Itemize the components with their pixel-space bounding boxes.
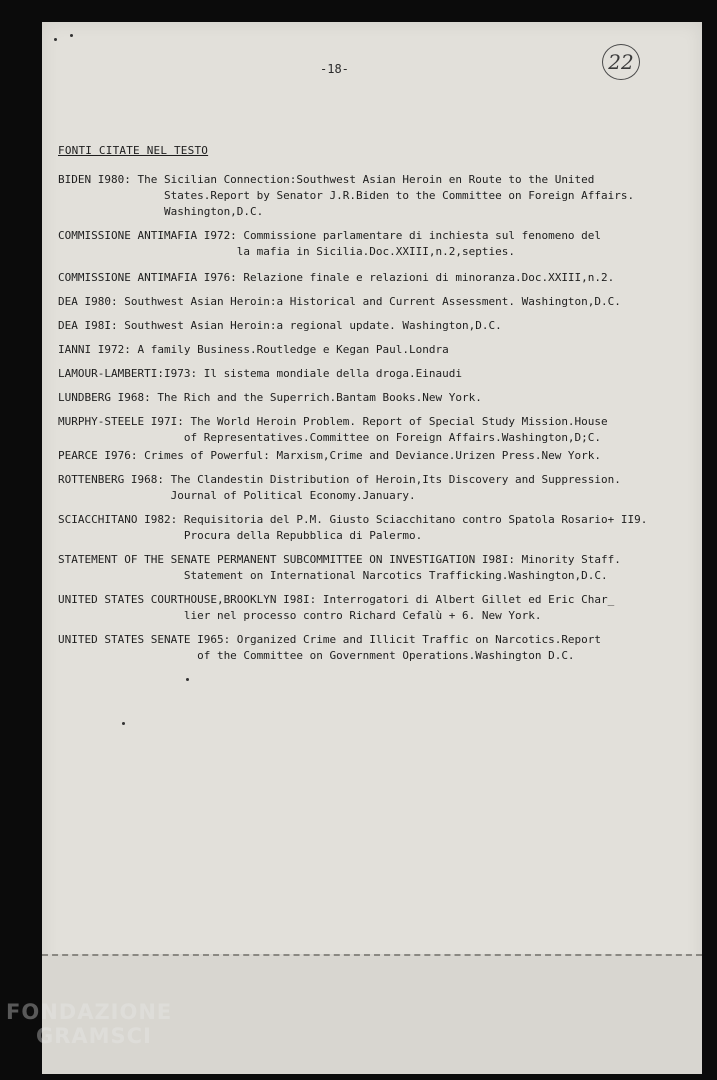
watermark-line-1: FONDAZIONE	[6, 1000, 173, 1024]
reference-biden-1980: BIDEN I980: The Sicilian Connection:Southwest Asian Heroin en Route to the United States.Report by Senator J.R.Biden to the Committee on Foreign Affairs. Washington,D.C.	[58, 173, 635, 218]
archive-watermark	[6, 1000, 172, 1048]
reference-ianni-1972: IANNI I972: A family Business.Routledge e Kegan Paul.Londra	[58, 343, 449, 356]
page-number: -18-	[320, 62, 349, 76]
reference-antimafia-1972: COMMISSIONE ANTIMAFIA I972: Commissione parlamentare di inchiesta sul fenomeno del la mafia in Sicilia.Doc.XXIII,n.2,septies.	[58, 229, 602, 258]
reference-murphy-steele-1971: MURPHY-STEELE I97I: The World Heroin Problem. Report of Special Study Mission.House of Representatives.Committee on Foreign Affairs.Washington,D;C.	[58, 415, 608, 444]
section-heading: FONTI CITATE NEL TESTO	[58, 144, 209, 157]
reference-antimafia-1976: COMMISSIONE ANTIMAFIA I976: Relazione finale e relazioni di minoranza.Doc.XXIII,n.2.	[58, 271, 615, 284]
reference-rottenberg-1968: ROTTENBERG I968: The Clandestin Distribution of Heroin,Its Discovery and Suppression. Journal of Political Economy.January.	[58, 473, 621, 502]
reference-sciacchitano-1982: SCIACCHITANO I982: Requisitoria del P.M. Giusto Sciacchitano contro Spatola Rosario+ II9. Procura della Repubblica di Palermo.	[58, 513, 648, 542]
ink-speck	[70, 34, 73, 37]
reference-us-senate-1965: UNITED STATES SENATE I965: Organized Crime and Illicit Traffic on Narcotics.Report of the Committee on Government Operations.Washington D.C.	[58, 633, 602, 662]
watermark-line-2: GRAMSCI	[36, 1024, 152, 1048]
reference-lundberg-1968: LUNDBERG I968: The Rich and the Superrich.Bantam Books.New York.	[58, 391, 482, 404]
document-page	[42, 22, 702, 1074]
ink-speck	[122, 722, 125, 725]
reference-lamour-lamberti-1973: LAMOUR-LAMBERTI:I973: Il sistema mondiale della droga.Einaudi	[58, 367, 462, 380]
reference-us-courthouse-1981: UNITED STATES COURTHOUSE,BROOKLYN I98I: Interrogatori di Albert Gillet ed Eric Char_ lier nel processo contro Richard Cefalù + 6. New York.	[58, 593, 615, 622]
reference-dea-1981: DEA I98I: Southwest Asian Heroin:a regional update. Washington,D.C.	[58, 319, 502, 332]
reference-dea-1980: DEA I980: Southwest Asian Heroin:a Historical and Current Assessment. Washington,D.C.	[58, 295, 621, 308]
archive-number-mark: 22	[602, 44, 640, 80]
reference-senate-subcommittee-1981: STATEMENT OF THE SENATE PERMANENT SUBCOMMITTEE ON INVESTIGATION I98I: Minority Staff. Statement on International Narcotics Trafficking.Washington,D.C.	[58, 553, 621, 582]
ink-speck	[54, 38, 57, 41]
reference-pearce-1976: PEARCE I976: Crimes of Powerful: Marxism,Crime and Deviance.Urizen Press.New York.	[58, 449, 602, 462]
ink-speck	[186, 678, 189, 681]
